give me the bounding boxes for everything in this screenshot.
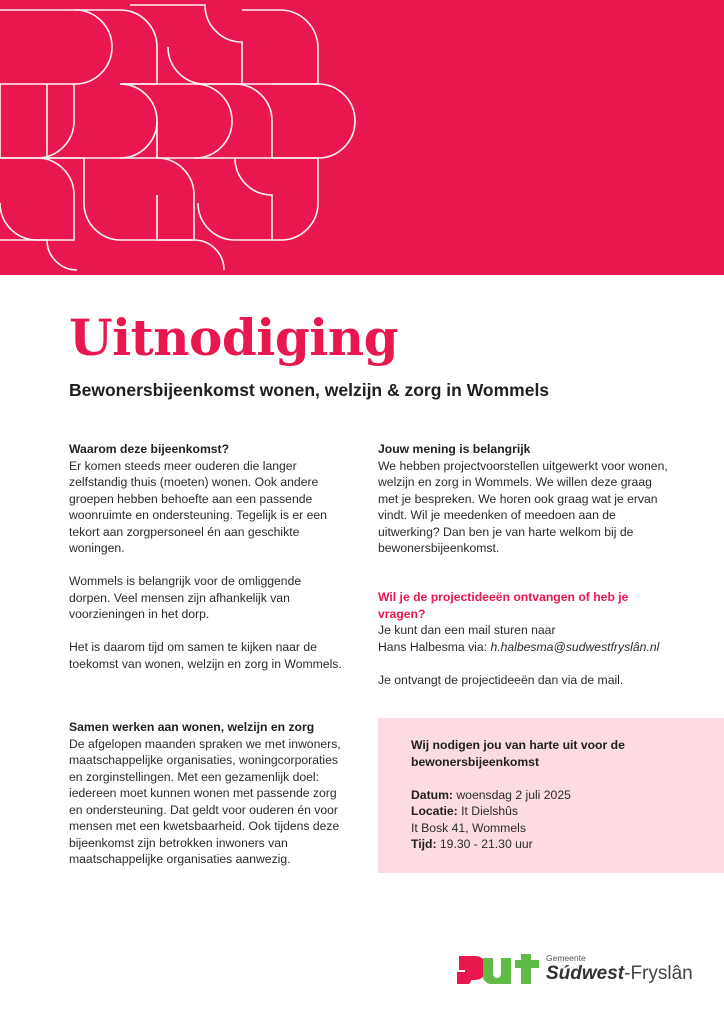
date-value: woensdag 2 juli 2025 [456, 787, 571, 802]
section-opinion [378, 441, 668, 557]
section-together-heading: Samen werken aan wonen, welzijn en zorg [69, 720, 315, 734]
location-value: It Dielshûs [461, 804, 519, 818]
section-why [69, 441, 344, 672]
invitation-heading: Wij nodigen jou van harte uit voor de bewonersbijeenkomst [411, 738, 625, 769]
page-subtitle: Bewonersbijeenkomst wonen, welzijn & zorg in Wommels [69, 380, 550, 400]
header-banner [0, 0, 724, 275]
logo-name [546, 962, 693, 986]
section-together-paragraph: De afgelopen maanden spraken we met inwoners, maatschappelijke organisaties, woningcorporaties en zorginstellingen. Met een gezamenlijk doel: iedereen moet kunnen wonen met passende zorg en ondersteuning. Dat geldt voor ouderen én voor mensen met een kwetsbaarheid. Ook tijdens deze bijeenkomst zijn betrokken inwoners van maatschappelijke organisaties aanwezig. [69, 736, 341, 866]
contact-email-link[interactable]: h.halbesma@sudwestfryslân.nl [490, 639, 660, 654]
section-why-heading: Waarom deze bijeenkomst? [69, 442, 230, 456]
location-label: Locatie: [411, 804, 458, 818]
invitation-time [411, 836, 701, 853]
contact-line-2 [378, 639, 668, 656]
contact-line-1: Je kunt dan een mail sturen naar [378, 623, 556, 637]
municipality-logo-mark-icon [455, 950, 543, 990]
section-opinion-paragraph: We hebben projectvoorstellen uitgewerkt voor wonen, welzijn en zorg in Wommels. We willen deze graag met je bespreken. We horen ook graag wat je ervan vindt. Wil je meedenken of meedoen aan de uitwerking? Dan ben je van harte welkom bij de bewonersbijeenkomst. [378, 458, 668, 555]
logo-caption: Gemeente [546, 953, 586, 963]
section-contact [378, 589, 668, 688]
time-label: Tijd: [411, 837, 437, 851]
section-why-paragraph-3: Het is daarom tijd om samen te kijken naar de toekomst van wonen, welzijn en zorg in Wommels. [69, 640, 342, 671]
decorative-line-pattern-icon [0, 0, 724, 275]
municipality-logo [455, 950, 695, 990]
invitation-box [378, 718, 724, 873]
section-together [69, 719, 344, 868]
page-title: Uitnodiging [69, 308, 399, 367]
date-label: Datum: [411, 787, 453, 802]
logo-name-rest: -Fryslân [624, 963, 693, 984]
invitation-location [411, 803, 701, 820]
invitation-date [411, 787, 701, 804]
section-why-paragraph-1: Er komen steeds meer ouderen die langer zelfstandig thuis (moeten) wonen. Ook andere groepen hebben behoefte aan een passende woonruimte en ondersteuning. Tegelijk is er een tekort aan zorgpersoneel én aan geschikte woningen. [69, 458, 327, 555]
contact-line-2-prefix: Hans Halbesma via: [378, 639, 491, 654]
section-contact-heading: Wil je de projectideeën ontvangen of heb je vragen? [378, 590, 629, 621]
time-value: 19.30 - 21.30 uur [439, 837, 533, 851]
section-why-paragraph-2: Wommels is belangrijk voor de omliggende dorpen. Veel mensen zijn afhankelijk van voorzieningen in het dorp. [69, 574, 302, 621]
contact-line-3: Je ontvangt de projectideeën dan via de mail. [378, 672, 624, 687]
logo-name-bold: Súdwest [546, 963, 625, 984]
invitation-address: It Bosk 41, Wommels [411, 820, 526, 835]
section-opinion-heading: Jouw mening is belangrijk [378, 442, 531, 456]
